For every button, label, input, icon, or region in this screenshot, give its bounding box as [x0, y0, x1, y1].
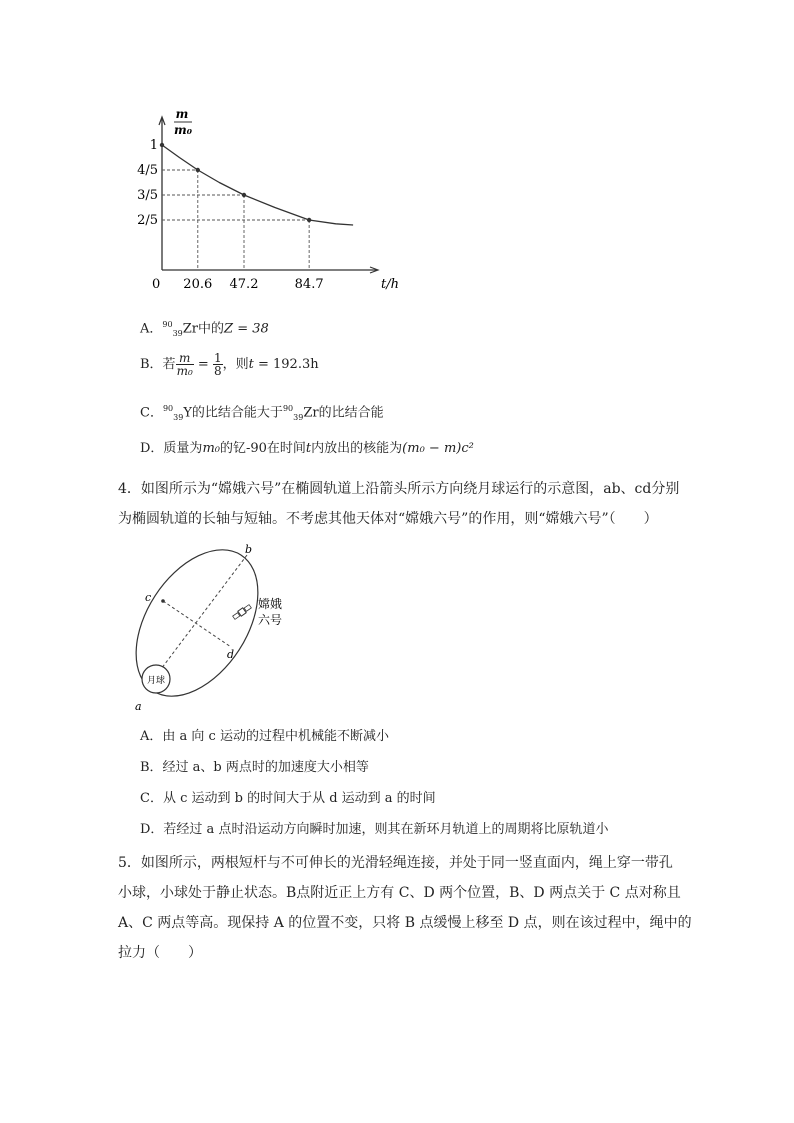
- decay-chart: [137, 100, 399, 300]
- q3-a-element: Zr: [182, 321, 199, 337]
- q3-d-m0: m₀: [202, 441, 220, 456]
- q4-stem-line1: 4．如图所示为“嫦娥六号”在椭圆轨道上沿箭头所示方向绕月球运行的示意图，ab、cd分别: [118, 481, 680, 497]
- data-point-1: [196, 168, 200, 172]
- q3-c-element2: Zr: [303, 405, 319, 421]
- q5-line2: 小球，小球处于静止状态。B点附近正上方有 C、D 两个位置，B、D 两点关于 C 点对称且: [118, 885, 681, 901]
- q3-b-frac2-den: 8: [213, 364, 222, 378]
- q4-option-b: B．经过 a、b 两点时的加速度大小相等: [140, 760, 369, 775]
- x-tick-3: 84.7: [294, 277, 324, 292]
- q4-option-a: A．由 a 向 c 运动的过程中机械能不断减小: [140, 729, 389, 744]
- y-axis-label-num: m: [175, 107, 189, 121]
- q5-line3: A、C 两点等高。现保持 A 的位置不变，只将 B 点缓慢上移至 D 点，则在该过程中，绳中的: [118, 915, 692, 931]
- q3-a-equation: Z = 38: [224, 321, 269, 337]
- q3-option-b: [140, 352, 319, 377]
- q3-d-text2: 内放出的核能为: [311, 441, 403, 456]
- q3-b-frac-num: m: [176, 352, 194, 365]
- q3-d-text1: 的钇-90在时间: [219, 441, 306, 456]
- label-b: b: [245, 543, 253, 556]
- q3-option-a-label: A．: [140, 321, 163, 337]
- q3-d-expression: (m₀ − m)c²: [402, 441, 474, 456]
- q4-stem-line2: 为椭圆轨道的长轴与短轴。不考虑其他天体对“嫦娥六号”的作用，则“嫦娥六号”（ ）: [118, 511, 658, 527]
- y-tick-0: 1: [149, 138, 158, 153]
- q3-c-z2: 39: [293, 412, 304, 422]
- origin-label: 0: [152, 277, 161, 292]
- x-tick-1: 20.6: [183, 277, 213, 292]
- orbit-diagram: [125, 540, 295, 715]
- q3-b-frac2-num: 1: [213, 351, 222, 365]
- q4-stem: [118, 474, 678, 534]
- q3-b-frac-den: m₀: [176, 364, 193, 378]
- q3-option-d: [140, 440, 474, 458]
- q3-a-z: 39: [172, 328, 183, 338]
- minor-axis-cd: [163, 601, 231, 647]
- q4-option-c: C．从 c 运动到 b 的时间大于从 d 运动到 a 的时间: [140, 791, 436, 806]
- craft-label-line1: 嫦娥: [258, 597, 283, 611]
- q3-c-text2: 的比结合能: [318, 405, 384, 421]
- moon-label: 月球: [146, 676, 166, 686]
- q3-c-z1: 39: [173, 412, 184, 422]
- y-tick-3: 2/5: [137, 213, 158, 228]
- q3-b-equals: =: [197, 357, 209, 372]
- q3-option-a: [140, 316, 269, 343]
- q3-c-element1: Y: [183, 405, 192, 421]
- chart-layer: [137, 107, 399, 292]
- craft-label-line2: 六号: [258, 613, 283, 627]
- spacecraft-icon: [232, 604, 252, 620]
- q3-b-value: = 192.3h: [257, 357, 319, 372]
- q4-option-d: D．若经过 a 点时沿运动方向瞬时加速，则其在新环月轨道上的周期将比原轨道小: [140, 822, 609, 837]
- major-axis-ab: [146, 555, 247, 686]
- label-d: d: [227, 648, 235, 661]
- q3-d-t: t: [305, 441, 312, 456]
- q3-a-text: 中的: [198, 321, 225, 337]
- x-axis-label: t/h: [381, 277, 399, 292]
- q3-option-d-label: D．质量为: [140, 441, 203, 456]
- q3-b-fraction-mass: [176, 352, 194, 377]
- decay-curve: [162, 145, 353, 225]
- data-point-2: [242, 193, 246, 197]
- q3-option-c-label: C．: [140, 405, 163, 421]
- q3-b-fraction-value: [213, 352, 223, 377]
- point-c-dot: [161, 599, 165, 603]
- q3-a-mass: 90: [162, 320, 173, 329]
- q3-b-t: t: [248, 357, 254, 372]
- y-tick-1: 4/5: [137, 163, 158, 178]
- data-point-0: [160, 143, 164, 147]
- q3-c-mass1: 90: [162, 404, 174, 413]
- y-tick-2: 3/5: [137, 188, 158, 203]
- q3-b-then: ，则: [222, 357, 249, 372]
- q5-stem: [118, 848, 692, 968]
- x-tick-2: 47.2: [229, 277, 259, 292]
- label-c: c: [145, 591, 152, 604]
- q3-option-b-label: B．若: [140, 357, 176, 372]
- q5-line1: 5．如图所示，两根短杆与不可伸长的光滑轻绳连接，并处于同一竖直面内，绳上穿一带孔: [118, 855, 673, 871]
- q3-option-c: [140, 400, 384, 427]
- q5-line4: 拉力（ ）: [118, 945, 202, 961]
- q3-c-mass2: 90: [282, 404, 294, 413]
- q3-c-text1: 的比结合能大于: [191, 405, 283, 421]
- label-a: a: [135, 700, 142, 713]
- data-point-3: [307, 218, 311, 222]
- y-axis-label-den: m₀: [174, 123, 192, 137]
